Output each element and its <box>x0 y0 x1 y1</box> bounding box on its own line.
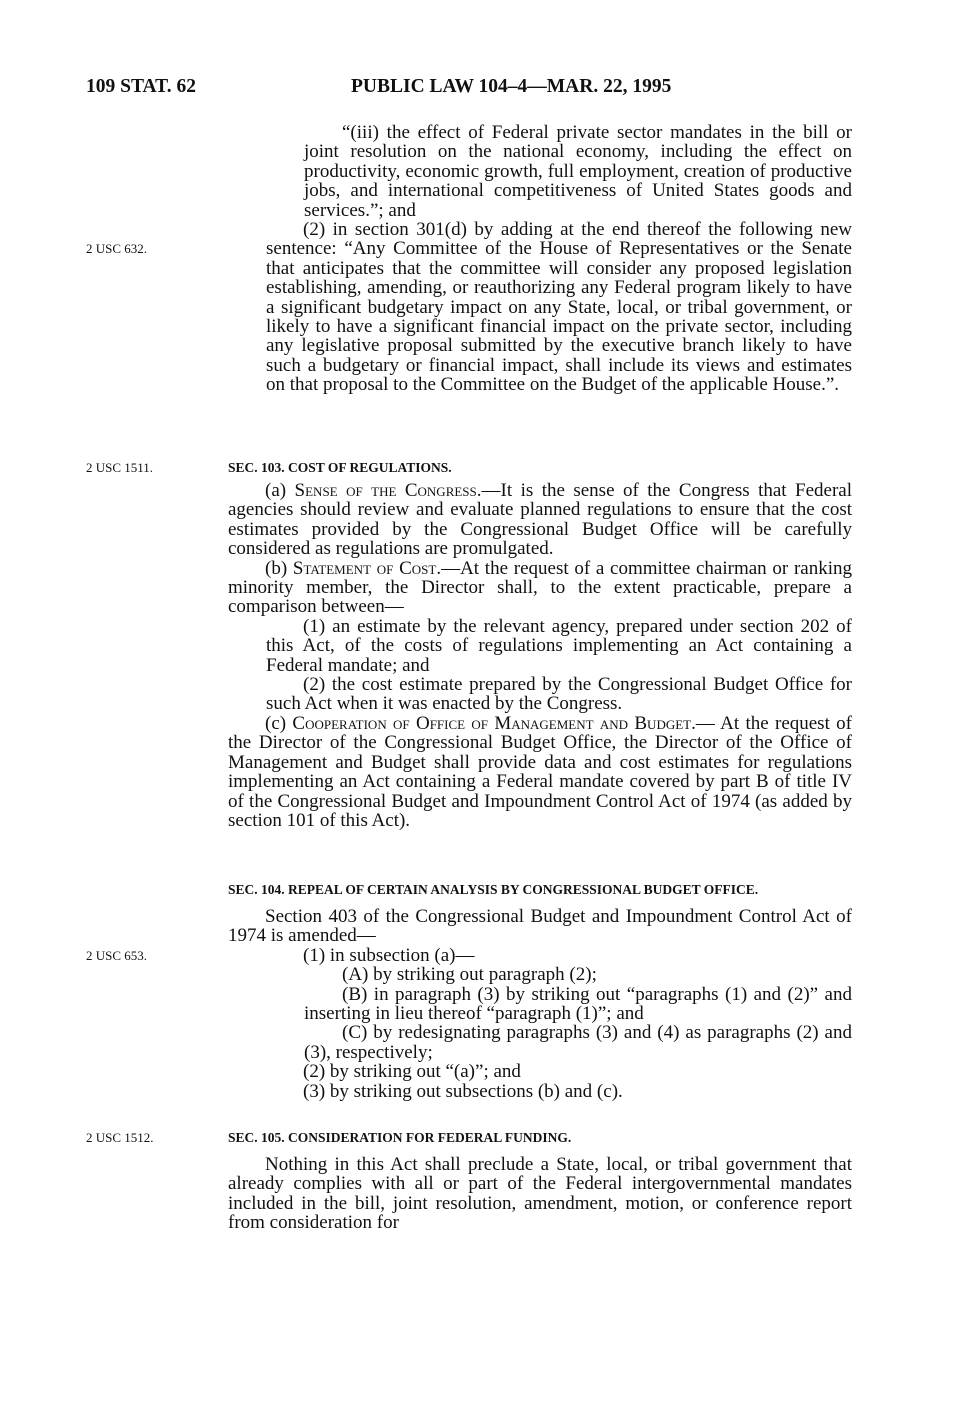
subsection-text: .—It is the sense of the Congress that Federal agencies should review and evaluate planned regulations to ensure that the cost estimates provided by the Congressional Budget Office will be carefully considered as regulations are promulgated. <box>228 480 852 560</box>
clause-iii: “(iii) the effect of Federal private sector mandates in the bill or joint resolution on the national economy, including the effect on productivity, economic growth, full employment, creation of productive jobs, and international competitiveness of United States goods and services.”; and <box>304 122 852 221</box>
paragraph-b2: (2) the cost estimate prepared by the Congressional Budget Office for such Act when it was enacted by the Congress. <box>266 674 852 715</box>
section-text: Nothing in this Act shall preclude a State, local, or tribal government that already complies with all or part of the Federal intergovernmental mandates included in the bill, joint resolution, amendment, motion, or conference report from consideration for <box>228 1154 852 1234</box>
subsection-label: (c) <box>265 712 293 734</box>
margin-citation: 2 USC 632. <box>86 241 148 256</box>
subsection-b <box>228 559 852 617</box>
paragraph-2: (2) in section 301(d) by adding at the end thereof the following new sentence: “Any Committee of the House of Representatives or the Senate that anticipates that the committee will consider any proposed legislation establishing, amending, or reauthorizing any Federal program likely to have a significant budgetary impact on any State, local, or tribal government, or likely to have a significant financial impact on the private sector, including any legislative proposal submitted by the executive branch likely to have such a budgetary or financial impact, shall include its views and estimates on that proposal to the Committee on the Budget of the applicable House.”. <box>266 219 852 396</box>
subsection-caption: Cooperation of Office of Management and Budget <box>292 712 692 734</box>
page-stat-number: 109 STAT. 62 <box>86 76 196 97</box>
section-heading: SEC. 105. CONSIDERATION FOR FEDERAL FUNDING. <box>228 1130 572 1145</box>
section-103 <box>228 458 852 830</box>
section-105 <box>228 1128 852 1233</box>
continued-provisions <box>228 123 852 395</box>
margin-citation: 2 USC 1511. <box>86 460 154 475</box>
subsection-c <box>228 714 852 830</box>
subsection-label: (b) <box>265 557 293 579</box>
section-intro: Section 403 of the Congressional Budget and Impoundment Control Act of 1974 is amended— <box>228 906 852 947</box>
subsection-caption: Sense of the Congress <box>294 480 477 501</box>
section-heading: SEC. 103. COST OF REGULATIONS. <box>228 460 452 475</box>
section-heading: SEC. 104. REPEAL OF CERTAIN ANALYSIS BY CONGRESSIONAL BUDGET OFFICE. <box>228 882 759 897</box>
item-B: (B) in paragraph (3) by striking out “paragraphs (1) and (2)” and inserting in lieu thereof “paragraph (1)”; and <box>304 983 852 1025</box>
paragraph-b1: (1) an estimate by the relevant agency, prepared under section 202 of this Act, of the costs of regulations implementing an Act containing a Federal mandate; and <box>266 615 852 676</box>
section-104 <box>228 880 852 1101</box>
item-C: (C) by redesignating paragraphs (3) and (4) as paragraphs (2) and (3), respectively; <box>304 1022 852 1063</box>
subsection-label: (a) <box>265 480 295 501</box>
item-A: (A) by striking out paragraph (2); <box>342 964 597 986</box>
subsection-caption: Statement of Cost <box>292 557 437 579</box>
running-head: PUBLIC LAW 104–4—MAR. 22, 1995 <box>351 76 672 97</box>
item-1: (1) in subsection (a)— <box>303 944 475 966</box>
subsection-text: .— At the request of the Director of the Congressional Budget Office, the Director of the Office of Management and Budget shall provide data and cost estimates for regulations implementing an Act containing a Federal mandate covered by part B of title IV of the Congressional Budget and Impoundment Control Act of 1974 (as added by section 101 of this Act). <box>228 712 853 831</box>
subsection-text: .—At the request of a committee chairman or ranking minority member, the Director shall, to the extent practicable, prepare a comparison between— <box>228 557 852 618</box>
margin-citation: 2 USC 653. <box>86 948 148 963</box>
subsection-a <box>228 481 852 559</box>
item-2: (2) by striking out “(a)”; and <box>303 1061 521 1083</box>
margin-citation: 2 USC 1512. <box>86 1130 154 1145</box>
item-3: (3) by striking out subsections (b) and (c). <box>303 1080 623 1102</box>
